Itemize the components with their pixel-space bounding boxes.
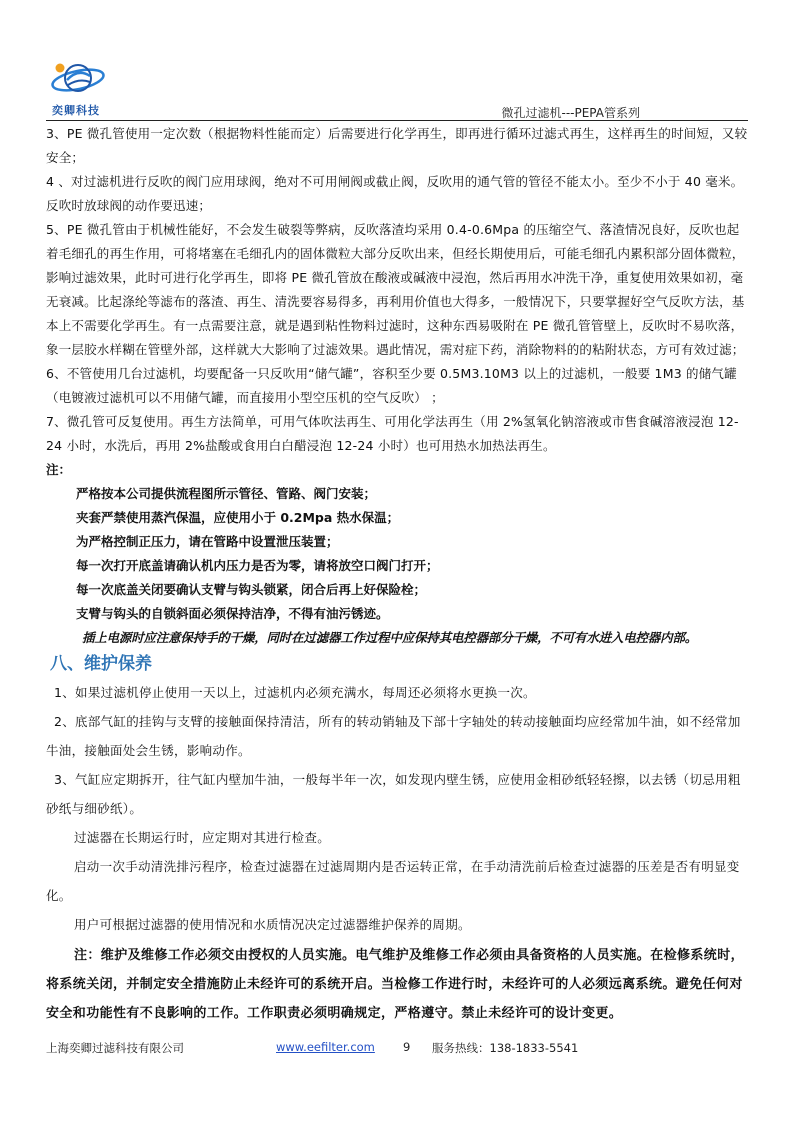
maintenance-item: 过滤器在长期运行时，应定期对其进行检查。 (74, 830, 331, 845)
header-divider (46, 120, 748, 121)
paragraph-3: 3、PE 微孔管使用一定次数（根据物料性能而定）后需要进行化学再生，即再进行循环过滤式再生，这样再生的时间短，又较安全； (46, 126, 748, 165)
note-item: 夹套严禁使用蒸汽保温，应使用小于 0.2Mpa 热水保温； (76, 510, 400, 525)
footer-website-link[interactable]: www.eefilter.com (276, 1040, 375, 1054)
notes-list (46, 482, 752, 626)
note-item: 每一次底盖关闭要确认支臂与钩头锁紧，闭合后再上好保险栓； (76, 582, 427, 597)
note-label: 注： (46, 462, 72, 477)
page-content (46, 122, 752, 1028)
logo-text: 奕卿科技 (52, 104, 100, 117)
note-item: 为严格控制正压力，请在管路中设置泄压装置； (76, 534, 339, 549)
electrical-safety-note: 插上电源时应注意保持手的干燥，同时在过滤器工作过程中应保持其电控器部分干燥，不可有水进入电控器内部。 (82, 630, 698, 645)
maintenance-item: 1、如果过滤机停止使用一天以上，过滤机内必须充满水，每周还必须将水更换一次。 (54, 685, 536, 700)
note-item: 严格按本公司提供流程图所示管径、管路、阀门安装； (76, 486, 377, 501)
paragraph-7: 7、微孔管可反复使用。再生方法简单，可用气体吹法再生、可用化学法再生（用 2%氢氧化钠溶液或市售食碱溶液浸泡 12-24 小时，水洗后，再用 2%盐酸或食用白白醋浸泡 12-24 小时）也可用热水加热法再生。 (46, 414, 739, 453)
page-header (46, 58, 748, 122)
footer-hotline: 服务热线：138-1833-5541 (432, 1041, 579, 1055)
note-item: 每一次打开底盖请确认机内压力是否为零，请将放空口阀门打开； (76, 558, 439, 573)
maintenance-item: 2、底部气缸的挂钩与支臂的接触面保持清洁，所有的转动销轴及下部十字轴处的转动接触面均应经常加牛油，如不经常加牛油，接触面处会生锈，影响动作。 (46, 714, 741, 758)
maintenance-item: 3、气缸应定期拆开，往气缸内壁加牛油，一般每半年一次，如发现内壁生锈，应使用金相砂纸轻轻擦，以去锈（切忌用粗砂纸与细砂纸）。 (46, 772, 741, 816)
maintenance-safety-note: 注：维护及维修工作必须交由授权的人员实施。电气维护及维修工作必须由具备资格的人员实施。在检修系统时，将系统关闭，并制定安全措施防止未经许可的系统开启。当检修工作进行时，未经许可的人必须远离系统。避免任何对安全和功能性有不良影响的工作。工作职责必须明确规定，严格遵守。禁止未经许可的设计变更。 (46, 948, 745, 1021)
header-title: 微孔过滤机---PEPA管系列 (501, 106, 640, 120)
page-footer (46, 1040, 752, 1060)
maintenance-item: 启动一次手动清洗排污程序，检查过滤器在过滤周期内是否运转正常，在手动清洗前后检查过滤器的压差是否有明显变化。 (46, 859, 740, 903)
footer-company: 上海奕卿过滤科技有限公司 (46, 1041, 184, 1055)
maintenance-item: 用户可根据过滤器的使用情况和水质情况决定过滤器维护保养的周期。 (74, 917, 471, 932)
note-item: 支臂与钩头的自锁斜面必须保持洁净，不得有油污锈迹。 (76, 606, 389, 621)
section-title-maintenance: 八、维护保养 (50, 654, 152, 674)
paragraph-5: 5、PE 微孔管由于机械性能好，不会发生破裂等弊病，反吹落渣均采用 0.4-0.6Mpa 的压缩空气、落渣情况良好，反吹也起着毛细孔的再生作用，可将堵塞在毛细孔内的固体微粒大部分反吹出来，但经长期使用后，可能毛细孔内累积部分固体微粒，影响过滤效果，此时可进行化学再生，即将 PE 微孔管放在酸液或碱液中浸泡，然后再用水冲洗干净，重复使用效果如初，毫无衰减。比起涤纶等滤布的落渣、再生、清洗要容易得多，再利用价值也大得多，一般情况下，只要掌握好空气反吹方法，基本上不需要化学再生。有一点需要注意，就是遇到粘性物料过滤时，这种东西易吸附在 PE 微孔管管壁上，反吹时不易吹落，象一层胶水样糊在管壁外部，这样就大大影响了过滤效果。遇此情况，需对症下药，消除物料的的粘附状态，方可有效过滤； (46, 222, 745, 357)
company-logo (48, 58, 118, 118)
paragraph-4: 4 、对过滤机进行反吹的阀门应用球阀，绝对不可用闸阀或截止阀，反吹用的通气管的管径不能太小。至少不小于 40 毫米。反吹时放球阀的动作要迅速； (46, 174, 744, 213)
page-number: 9 (403, 1040, 411, 1054)
logo-emblem-icon (48, 58, 118, 102)
paragraph-6: 6、不管使用几台过滤机，均要配备一只反吹用“储气罐”，容积至少要 0.5M3.10M3 以上的过滤机，一般要 1M3 的储气罐（电镀液过滤机可以不用储气罐，而直接用小型空压机的空气反吹） ； (46, 366, 737, 405)
